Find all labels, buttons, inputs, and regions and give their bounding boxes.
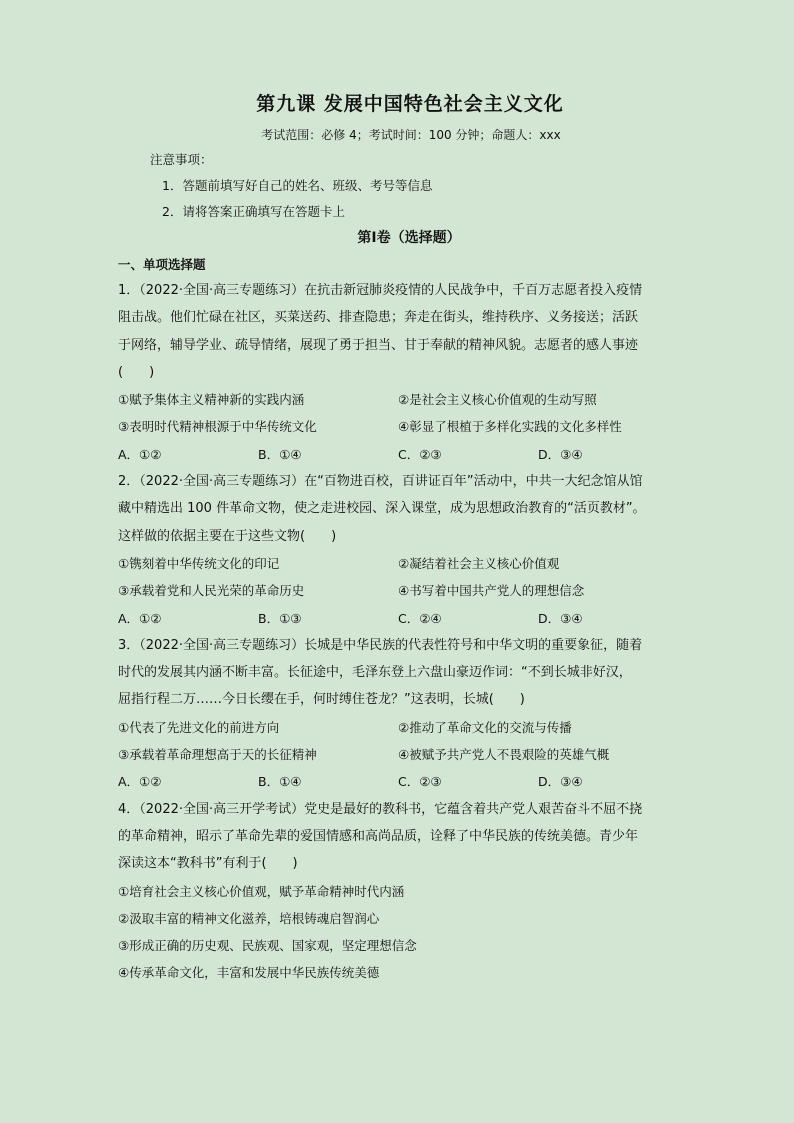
option: ④彰显了根植于多样化实践的文化多样性 xyxy=(398,419,622,435)
answer-choices xyxy=(118,768,678,795)
option: ④书写着中国共产党人的理想信念 xyxy=(398,583,585,599)
option-row xyxy=(118,413,678,440)
question-line: 3．（2022·全国·高三专题练习）长城是中华民族的代表性符号和中华文明的重要象征，随着 xyxy=(118,637,643,653)
option: ①培育社会主义核心价值观，赋予革命精神时代内涵 xyxy=(118,883,405,899)
page-title: 第九课 发展中国特色社会主义文化 xyxy=(256,93,564,115)
answer-choices xyxy=(118,605,678,632)
question-line: 深读这本“教科书”有利于( ) xyxy=(118,856,298,872)
option-row xyxy=(118,577,678,604)
option-row xyxy=(118,741,678,768)
notice-block xyxy=(150,147,678,225)
answer-choice: A．①② xyxy=(118,446,162,462)
option: ②凝结着社会主义核心价值观 xyxy=(398,555,560,571)
option: ①镌刻着中华传统文化的印记 xyxy=(118,555,280,571)
option: ①赋予集体主义精神新的实践内涵 xyxy=(118,392,305,408)
option: ②推动了革命文化的交流与传播 xyxy=(398,719,572,735)
answer-choice: C．②③ xyxy=(398,446,442,462)
question-1 xyxy=(118,277,678,468)
answer-choice: B．①③ xyxy=(258,610,302,626)
section-title: 一、单项选择题 xyxy=(118,257,206,272)
question-line: 1．（2022·全国·高三专题练习）在抗击新冠肺炎疫情的人民战争中，千百万志愿者投入疫情 xyxy=(118,283,643,298)
exam-info: 考试范围：必修 4；考试时间：100 分钟；命题人：xxx xyxy=(261,128,561,142)
question-line: 藏中精选出 100 件革命文物，使之走进校园、深入课堂，成为思想政治教育的“活页教材”。 xyxy=(118,501,646,517)
question-line: 于网络，辅导学业、疏导情绪，展现了勇于担当、甘于奉献的精神风貌。志愿者的感人事迹 xyxy=(118,337,639,353)
option: ③形成正确的历史观、民族观、国家观，坚定理想信念 xyxy=(118,938,417,954)
question-line: 4．（2022·全国·高三开学考试）党史是最好的教科书，它蕴含着共产党人艰苦奋斗不屈不挠 xyxy=(118,801,643,817)
answer-choice: D．③④ xyxy=(538,446,583,462)
option: ③承载着党和人民光荣的革命历史 xyxy=(118,583,305,599)
option-row xyxy=(118,714,678,741)
question-2 xyxy=(118,468,678,632)
option: ③承载着革命理想高于天的长征精神 xyxy=(118,747,317,763)
answer-choice: D．③④ xyxy=(538,610,583,626)
question-line: 2．（2022·全国·高三专题练习）在“百物进百校，百讲证百年”活动中，中共一大纪念馆从馆 xyxy=(118,474,643,490)
question-line: 阻击战。他们忙碌在社区，买菜送药、排查隐患；奔走在街头，维持秩序、义务接送；活跃 xyxy=(118,310,639,326)
notice-heading: 注意事项： xyxy=(150,152,213,167)
option: ②是社会主义核心价值观的生动写照 xyxy=(398,392,597,408)
option: ①代表了先进文化的前进方向 xyxy=(118,719,280,735)
answer-choice: A．①② xyxy=(118,610,162,626)
question-3 xyxy=(118,632,678,796)
question-line: 的革命精神，昭示了革命先辈的爱国情感和高尚品质，诠释了中华民族的传统美德。青少年 xyxy=(118,828,639,844)
answer-choice: C．②③ xyxy=(398,774,442,790)
question-line: ( ) xyxy=(118,364,155,380)
option: ②汲取丰富的精神文化滋养，培根铸魂启智润心 xyxy=(118,910,380,926)
answer-choice: B．①④ xyxy=(258,774,302,790)
question-line: 这样做的依据主要在于这些文物( ) xyxy=(118,528,337,544)
option: ④传承革命文化，丰富和发展中华民族传统美德 xyxy=(118,965,380,981)
notice-item: 2．请将答案正确填写在答题卡上 xyxy=(162,204,345,219)
answer-choice: B．①④ xyxy=(258,446,302,462)
question-4 xyxy=(118,796,678,987)
question-line: 屈指行程二万……今日长缨在手，何时缚住苍龙？”这表明，长城( ) xyxy=(118,692,525,708)
exam-page xyxy=(118,90,678,987)
option: ③表明时代精神根源于中华传统文化 xyxy=(118,419,317,435)
question-line: 时代的发展其内涵不断丰富。长征途中，毛泽东登上六盘山豪迈作词：“不到长城非好汉， xyxy=(118,665,632,681)
option-row xyxy=(118,386,678,413)
option-row xyxy=(118,550,678,577)
answer-choices xyxy=(118,441,678,468)
answer-choice: D．③④ xyxy=(538,774,583,790)
answer-choice: A．①② xyxy=(118,774,162,790)
answer-choice: C．②④ xyxy=(398,610,442,626)
part-title: 第I卷（选择题） xyxy=(357,230,461,246)
notice-item: 1．答题前填写好自己的姓名、班级、考号等信息 xyxy=(162,178,433,193)
option: ④被赋予共产党人不畏艰险的英雄气概 xyxy=(398,747,610,763)
